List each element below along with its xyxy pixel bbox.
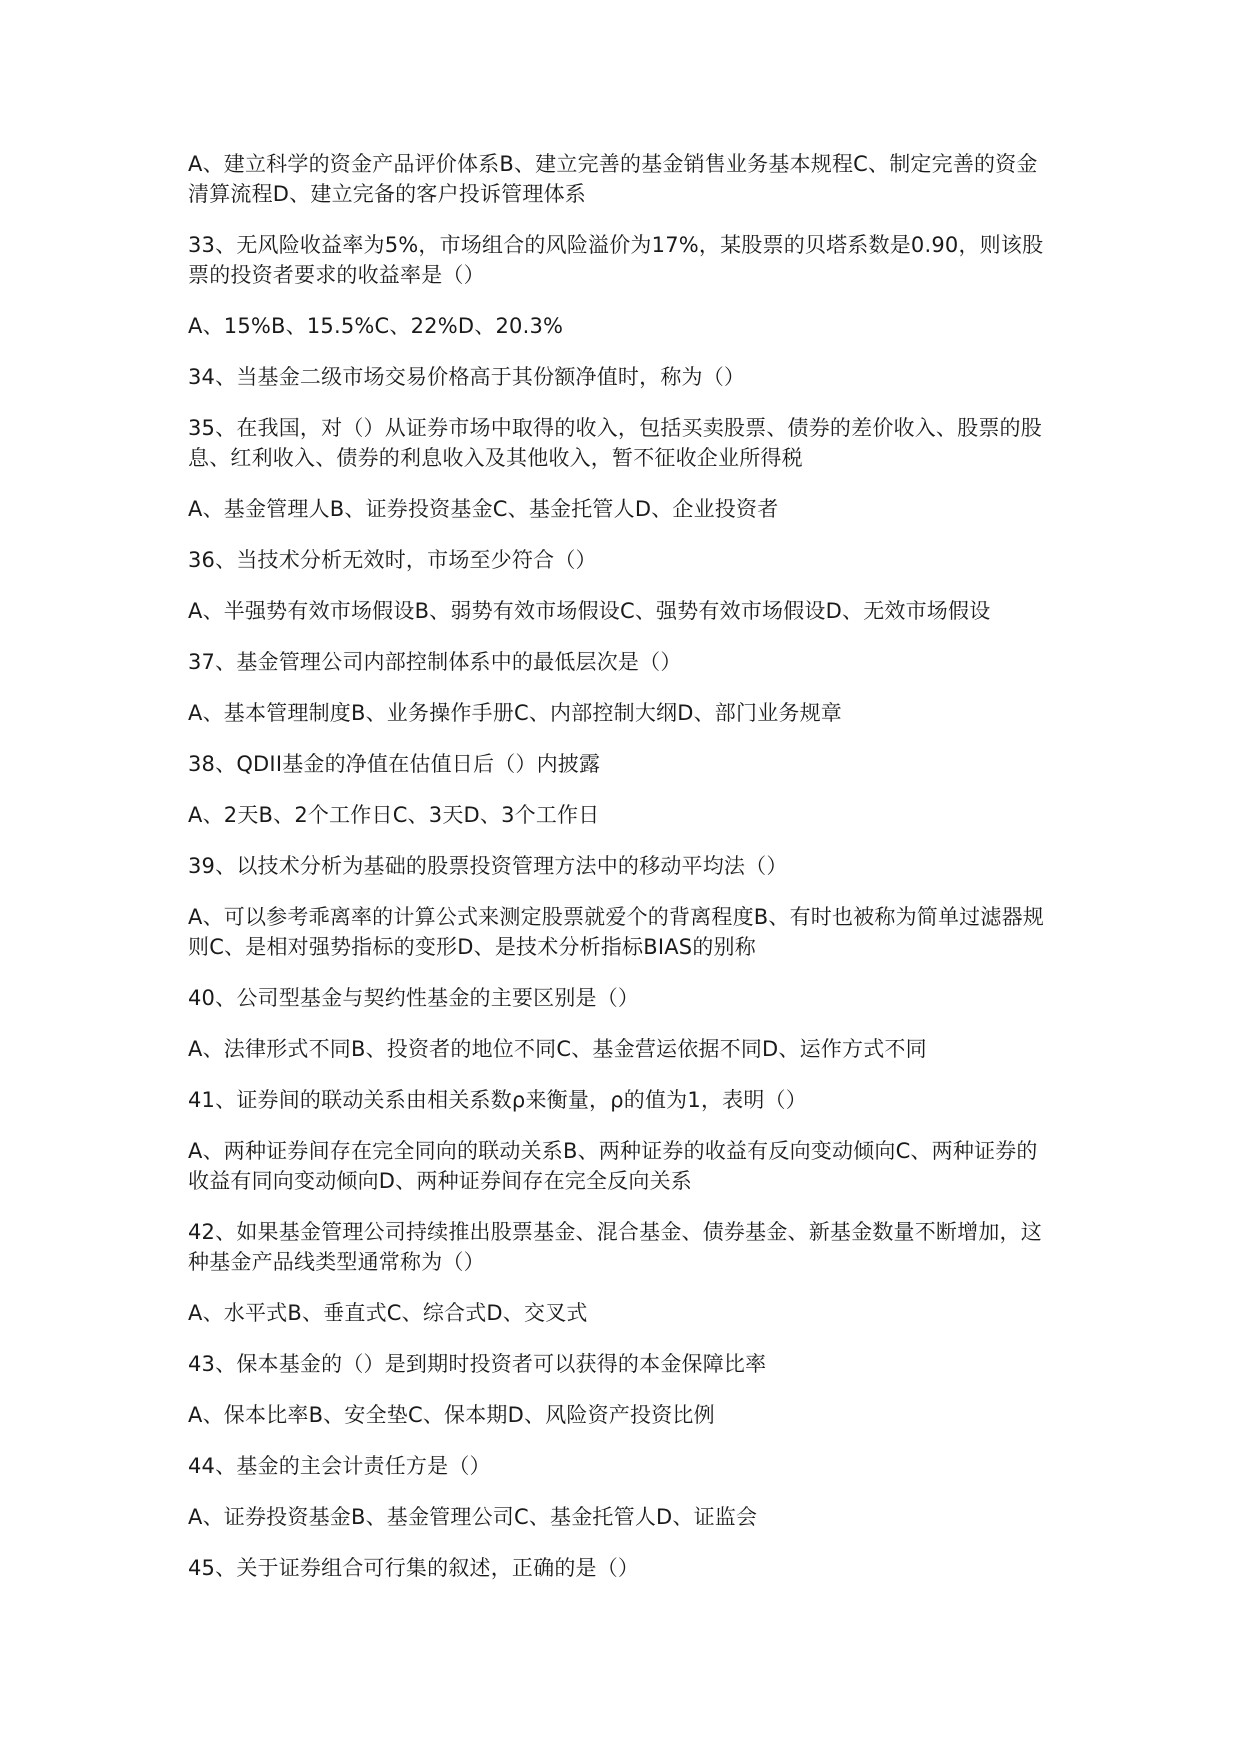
answer-options-35: A、基金管理人B、证券投资基金C、基金托管人D、企业投资者 [188, 497, 779, 521]
question-37: 37、基金管理公司内部控制体系中的最低层次是（） [188, 650, 682, 674]
question-36: 36、当技术分析无效时，市场至少符合（） [188, 548, 597, 572]
question-41: 41、证券间的联动关系由相关系数ρ来衡量，ρ的值为1，表明（） [188, 1088, 807, 1112]
answer-options-36: A、半强势有效市场假设B、弱势有效市场假设C、强势有效市场假设D、无效市场假设 [188, 599, 991, 623]
answer-options-40: A、法律形式不同B、投资者的地位不同C、基金营运依据不同D、运作方式不同 [188, 1037, 927, 1061]
question-34: 34、当基金二级市场交易价格高于其份额净值时，称为（） [188, 365, 746, 389]
answer-options-38: A、2天B、2个工作日C、3天D、3个工作日 [188, 803, 600, 827]
question-35: 35、在我国，对（）从证券市场中取得的收入，包括买卖股票、债券的差价收入、股票的股息、红利收入、债券的利息收入及其他收入，暂不征收企业所得税 [188, 416, 1042, 470]
answer-options-33: A、15%B、15.5%C、22%D、20.3% [188, 314, 564, 338]
question-42: 42、如果基金管理公司持续推出股票基金、混合基金、债券基金、新基金数量不断增加，这种基金产品线类型通常称为（） [188, 1220, 1042, 1274]
question-33: 33、无风险收益率为5%，市场组合的风险溢价为17%，某股票的贝塔系数是0.90，则该股票的投资者要求的收益率是（） [188, 233, 1044, 287]
answer-options-44: A、证券投资基金B、基金管理公司C、基金托管人D、证监会 [188, 1505, 758, 1529]
question-40: 40、公司型基金与契约性基金的主要区别是（） [188, 986, 640, 1010]
answer-options-prev: A、建立科学的资金产品评价体系B、建立完善的基金销售业务基本规程C、制定完善的资金清算流程D、建立完备的客户投诉管理体系 [188, 152, 1038, 206]
question-38: 38、QDII基金的净值在估值日后（）内披露 [188, 752, 601, 776]
question-44: 44、基金的主会计责任方是（） [188, 1454, 491, 1478]
answer-options-42: A、水平式B、垂直式C、综合式D、交叉式 [188, 1301, 588, 1325]
answer-options-37: A、基本管理制度B、业务操作手册C、内部控制大纲D、部门业务规章 [188, 701, 843, 725]
question-45: 45、关于证券组合可行集的叙述，正确的是（） [188, 1556, 640, 1580]
answer-options-43: A、保本比率B、安全垫C、保本期D、风险资产投资比例 [188, 1403, 715, 1427]
question-43: 43、保本基金的（）是到期时投资者可以获得的本金保障比率 [188, 1352, 767, 1376]
document-body [188, 149, 1058, 1604]
question-39: 39、以技术分析为基础的股票投资管理方法中的移动平均法（） [188, 854, 788, 878]
answer-options-39: A、可以参考乖离率的计算公式来测定股票就爱个的背离程度B、有时也被称为简单过滤器规则C、是相对强势指标的变形D、是技术分析指标BIAS的别称 [188, 905, 1044, 959]
answer-options-41: A、两种证券间存在完全同向的联动关系B、两种证券的收益有反向变动倾向C、两种证券的收益有同向变动倾向D、两种证券间存在完全反向关系 [188, 1139, 1038, 1193]
